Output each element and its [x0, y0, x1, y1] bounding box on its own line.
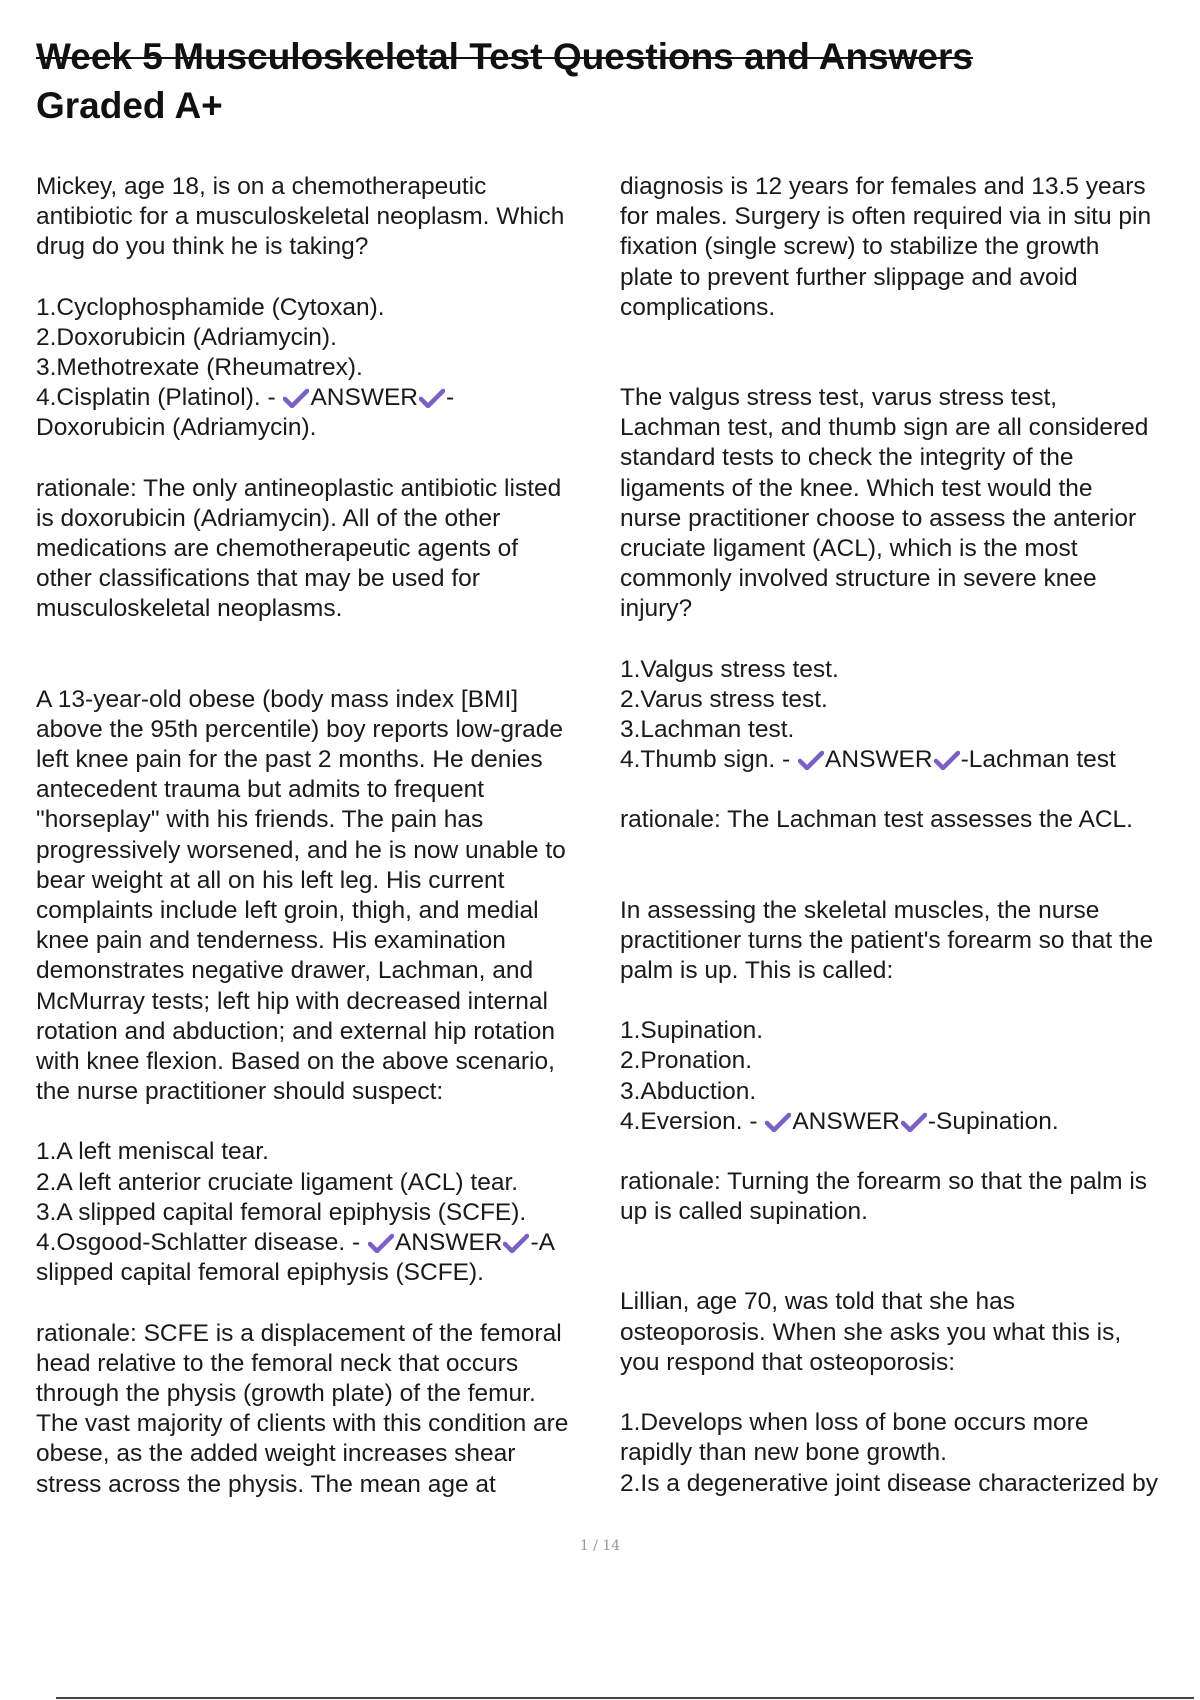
- checkmark-icon: [283, 388, 309, 408]
- q4-option-1: 1.Supination.: [620, 1017, 764, 1045]
- q4-rationale: rationale: Turning the forearm so that the palm is up is called supination.: [620, 1168, 1148, 1226]
- answer-label: ANSWER: [394, 1229, 503, 1257]
- q1-option-4: 4.Cisplatin (Platinol). -: [36, 384, 276, 412]
- right-column: [620, 172, 1200, 1499]
- q1-answer-tail: -: [446, 384, 455, 412]
- q2-option-2: 2.A left anterior cruciate ligament (ACL) tear.: [36, 1168, 519, 1196]
- left-column: [36, 172, 611, 1500]
- q1-stem: Mickey, age 18, is on a chemotherapeutic antibiotic for a musculoskeletal neoplasm. Which drug do you think he is taking?: [36, 173, 565, 261]
- q2-stem: A 13-year-old obese (body mass index [BMI] above the 95th percentile) boy reports low-grade left knee pain for the past 2 months. He denies antecedent trauma but admits to frequent "horseplay" with his friends. The pain has progressively worsened, and he is now unable to bear weight at all on his left leg. His current complaints include left groin, thigh, and medial knee pain and tenderness. His examination demonstrates negative drawer, Lachman, and McMurray tests; left hip with decreased internal rotation and abduction; and external hip rotation with knee flexion. Based on the above scenario, the nurse practitioner should suspect:: [36, 685, 566, 1106]
- q1-option-1: 1.Cyclophosphamide (Cytoxan).: [36, 293, 385, 321]
- q2-answer-text: slipped capital femoral epiphysis (SCFE).: [36, 1259, 484, 1287]
- page-number: 1 / 14: [579, 1538, 621, 1554]
- footer-divider: [56, 1697, 1194, 1699]
- q4-answer-tail: -Supination.: [927, 1107, 1059, 1135]
- q2-rationale: rationale: SCFE is a displacement of the femoral head relative to the femoral neck that occurs through the physis (growth plate) of the femur. The vast majority of clients with this condition are obese, as the added weight increases shear stress across the physis. The mean age at: [36, 1319, 569, 1498]
- q5-stem: Lillian, age 70, was told that she has osteoporosis. When she asks you what this is, you respond that osteoporosis:: [620, 1288, 1122, 1376]
- q2-rationale-continued: diagnosis is 12 years for females and 13.5 years for males. Surgery is often required via in situ pin fixation (single screw) to stabilize the growth plate to prevent further slippage and avoid complications.: [620, 173, 1152, 321]
- q5-option-2: 2.Is a degenerative joint disease characterized by: [620, 1469, 1158, 1497]
- q2-answer-line: [36, 1228, 611, 1258]
- checkmark-icon: [934, 750, 960, 770]
- q3-option-3: 3.Lachman test.: [620, 716, 795, 744]
- q2-option-3: 3.A slipped capital femoral epiphysis (SCFE).: [36, 1198, 527, 1226]
- checkmark-icon: [368, 1233, 394, 1253]
- q3-option-4: 4.Thumb sign. -: [620, 746, 791, 774]
- q2-answer-tail: -A: [530, 1229, 555, 1257]
- q5-option-1: 1.Develops when loss of bone occurs more rapidly than new bone growth.: [620, 1409, 1089, 1467]
- q1-rationale: rationale: The only antineoplastic antibiotic listed is doxorubicin (Adriamycin). All of the other medications are chemotherapeutic agents of other classifications that may be used for musculoskeletal neoplasms.: [36, 474, 562, 623]
- q3-rationale: rationale: The Lachman test assesses the ACL.: [620, 806, 1133, 834]
- q2-option-1: 1.A left meniscal tear.: [36, 1138, 269, 1166]
- checkmark-icon: [419, 388, 445, 408]
- q4-option-3: 3.Abduction.: [620, 1077, 757, 1105]
- checkmark-icon: [503, 1233, 529, 1253]
- title-line-2: Graded A+: [36, 85, 223, 126]
- q1-answer-line: [36, 383, 611, 413]
- q1-option-3: 3.Methotrexate (Rheumatrex).: [36, 354, 363, 382]
- q3-option-2: 2.Varus stress test.: [620, 685, 828, 713]
- q1-answer-text: Doxorubicin (Adriamycin).: [36, 414, 317, 442]
- q3-stem: The valgus stress test, varus stress test, Lachman test, and thumb sign are all considered standard tests to check the integrity of the ligaments of the knee. Which test would the nurse practitioner choose to assess the anterior cruciate ligament (ACL), which is the most commonly involved structure in severe knee injury?: [620, 384, 1149, 623]
- q4-option-4: 4.Eversion. -: [620, 1107, 758, 1135]
- q2-option-4: 4.Osgood-Schlatter disease. -: [36, 1229, 361, 1257]
- q4-option-2: 2.Pronation.: [620, 1047, 753, 1075]
- q3-answer-tail: -Lachman test: [960, 746, 1116, 774]
- q4-stem: In assessing the skeletal muscles, the nurse practitioner turns the patient's forearm so that the palm is up. This is called:: [620, 896, 1154, 985]
- answer-label: ANSWER: [792, 1107, 900, 1135]
- q4-answer-line: [620, 1107, 1200, 1137]
- answer-label: ANSWER: [825, 746, 933, 774]
- checkmark-icon: [798, 750, 824, 770]
- q3-answer-line: [620, 745, 1200, 775]
- checkmark-icon: [901, 1112, 927, 1132]
- title-line-1: Week 5 Musculoskeletal Test Questions and Answers: [36, 36, 973, 77]
- document-title: [36, 32, 1156, 130]
- q1-option-2: 2.Doxorubicin (Adriamycin).: [36, 323, 337, 351]
- answer-label: ANSWER: [310, 384, 418, 412]
- checkmark-icon: [765, 1112, 791, 1132]
- q3-option-1: 1.Valgus stress test.: [620, 655, 839, 683]
